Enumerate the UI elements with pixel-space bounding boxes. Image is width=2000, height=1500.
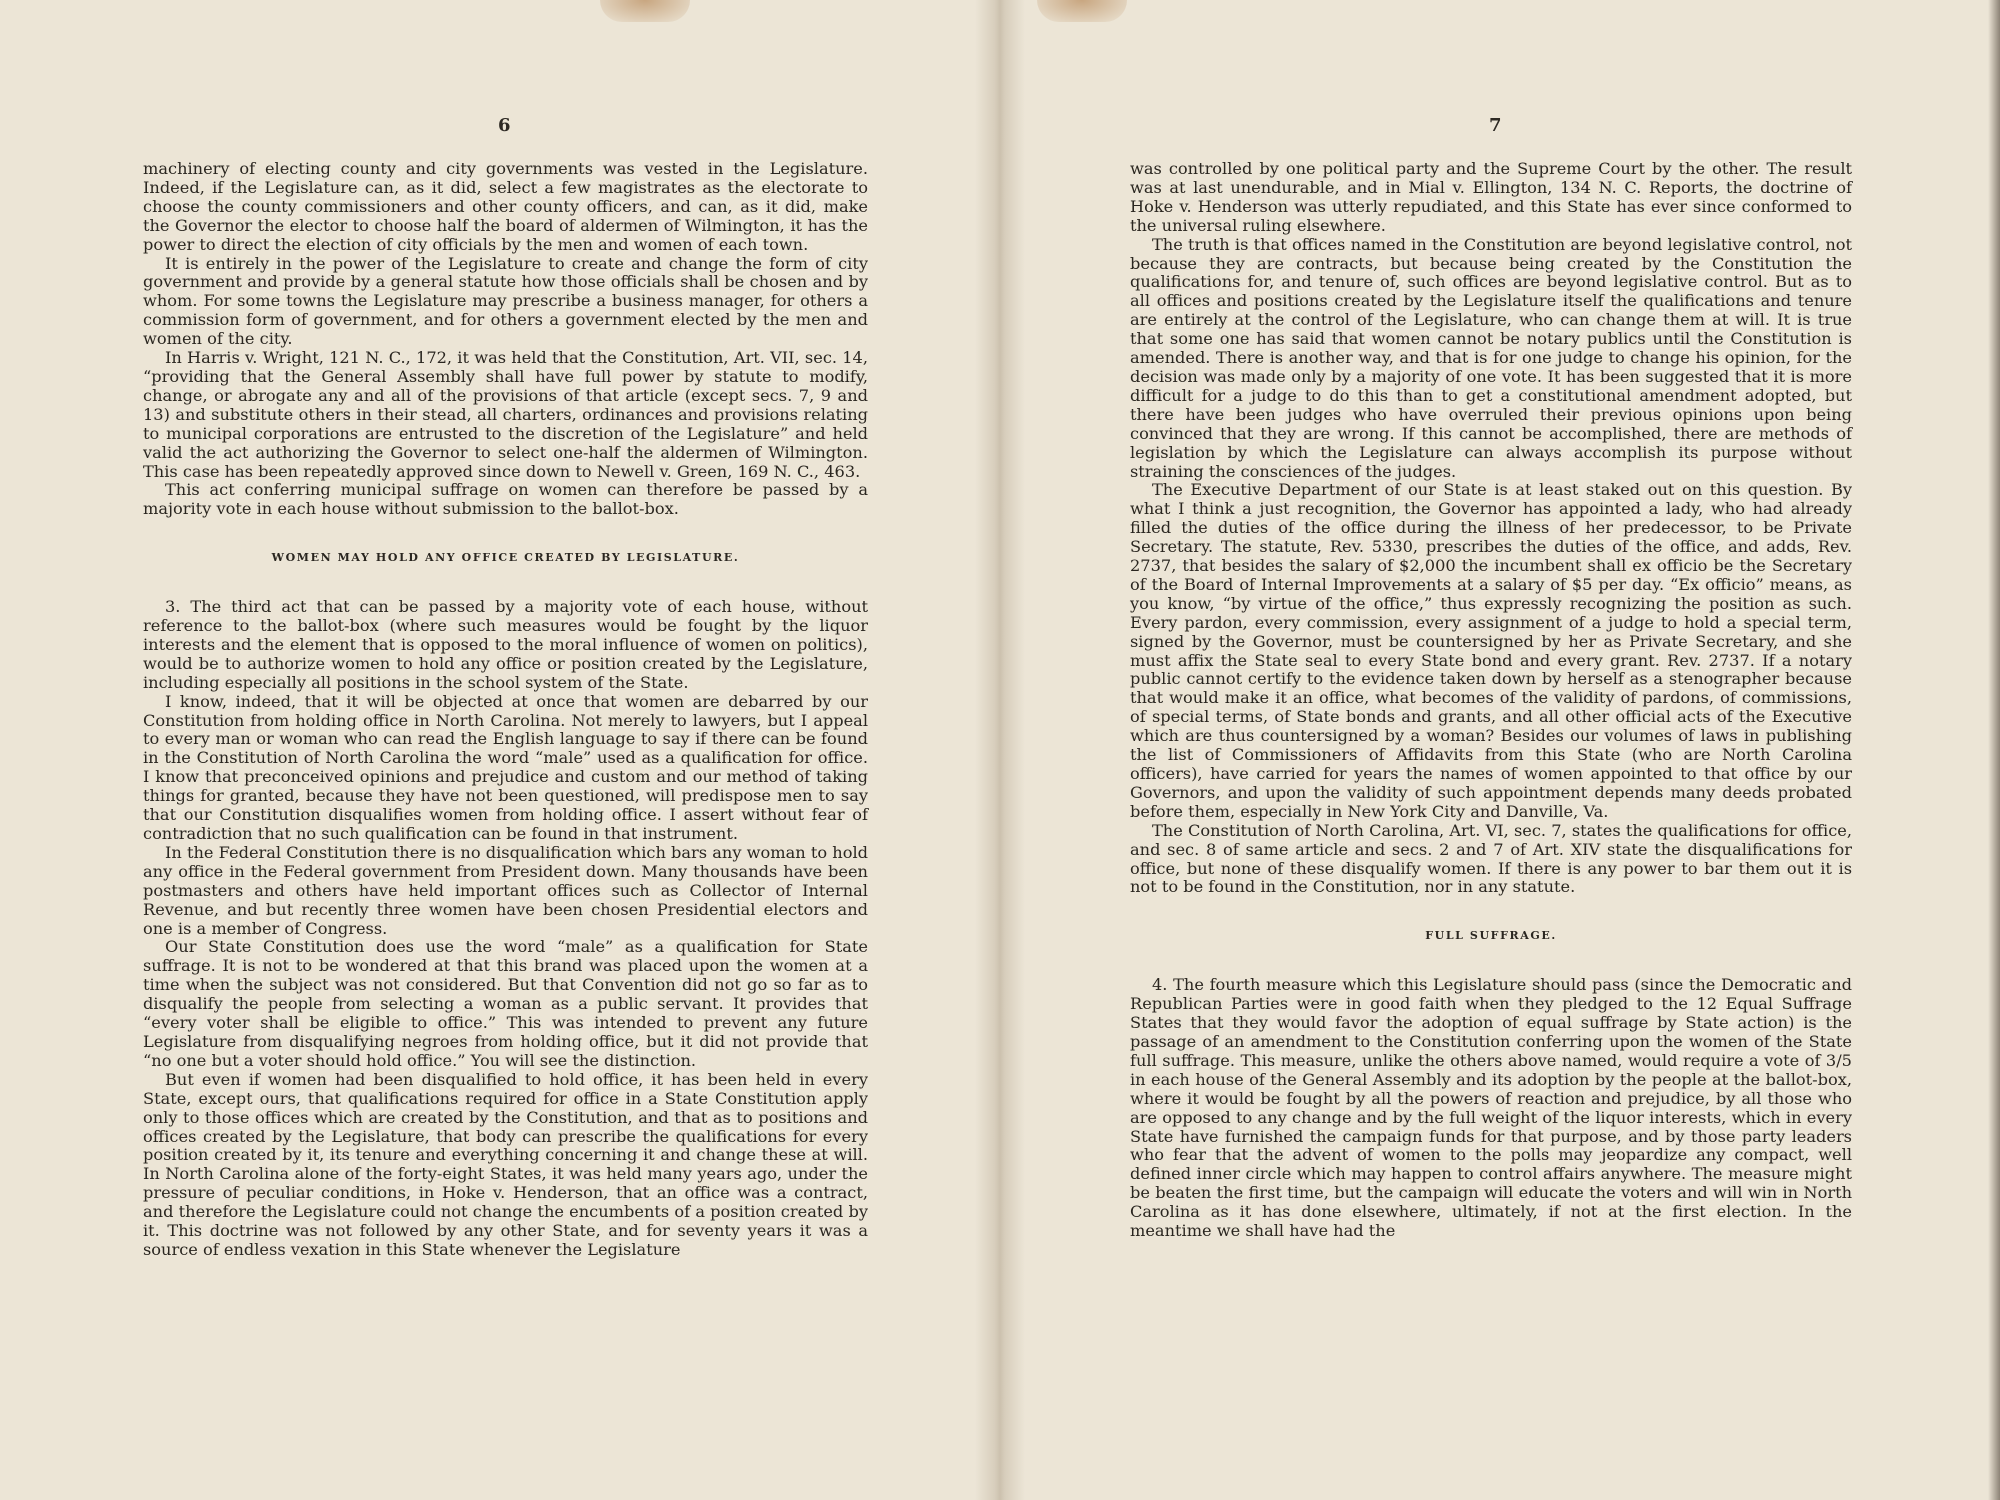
left-page <box>0 0 997 1500</box>
left-text-column <box>143 160 868 1260</box>
paragraph: 3. The third act that can be passed by a majority vote of each house, without reference to the ballot-box (where such measures would be fought by the liquor interests and the element that is opposed to the moral influence of women on politics), would be to authorize women to hold any office or position created by the Legislature, including especially all positions in the school system of the State. <box>143 597 868 692</box>
section-heading: WOMEN MAY HOLD ANY OFFICE CREATED BY LEGISLATURE. <box>271 551 740 565</box>
page-number: 7 <box>1489 115 1502 136</box>
staple-mark <box>1037 0 1127 22</box>
paragraph: In Harris v. Wright, 121 N. C., 172, it was held that the Constitution, Art. VII, sec. 14, “providing that the General Assembly shall have full power by statute to modify, change, or abrogate any and all of the provisions of that article (except secs. 7, 9 and 13) and substitute others in their stead, all charters, ordinances and provisions relating to municipal corporations are entrusted to the discretion of the Legislature” and held valid the act authorizing the Governor to select one-half the aldermen of Wilmington. This case has been repeatedly approved since down to Newell v. Green, 169 N. C., 463. <box>143 348 868 481</box>
staple-mark <box>600 0 690 22</box>
paragraph: In the Federal Constitution there is no disqualification which bars any woman to hold any office in the Federal government from President down. Many thousands have been postmasters and others have held important offices such as Collector of Internal Revenue, and but recently three women have been chosen Presidential electors and one is a member of Congress. <box>143 842 868 938</box>
paragraph: 4. The fourth measure which this Legislature should pass (since the Democratic and Republican Parties were in good faith when they pledged to the 12 Equal Suffrage States that they would favor the adoption of equal suffrage by State action) is the passage of an amendment to the Constitution conferring upon the women of the State full suffrage. This measure, unlike the others above named, would require a vote of 3/5 in each house of the General Assembly and its adoption by the people at the ballot-box, where it would be fought by all the powers of reaction and prejudice, by all those who are opposed to any change and by the full weight of the liquor interests, which in every State have furnished the campaign funds for that purpose, and by those party leaders who fear that the advent of women to the polls may jeopardize any compact, well defined inner circle which may happen to control affairs anywhere. The measure might be beaten the first time, but the campaign will educate the voters and will win in North Carolina as it has done elsewhere, ultimately, if not at the first election. In the meantime we shall have had the <box>1130 975 1852 1241</box>
paragraph: was controlled by one political party and the Supreme Court by the other. The result was at last unendurable, and in Mial v. Ellington, 134 N. C. Reports, the doctrine of Hoke v. Henderson was utterly repudiated, and this State has ever since conformed to the universal ruling elsewhere. <box>1130 159 1852 235</box>
paragraph: The Executive Department of our State is at least staked out on this question. By what I think a just recognition, the Governor has appointed a lady, who had already filled the duties of the office during the illness of her predecessor, to be Private Secretary. The statute, Rev. 5330, prescribes the duties of the office, and adds, Rev. 2737, that besides the salary of $2,000 the incumbent shall ex officio be the Secretary of the Board of Internal Improvements at a salary of $5 per day. “Ex officio” means, as you know, “by virtue of the office,” thus expressly recognizing the position as such. Every pardon, every commission, every assignment of a judge to hold a special term, signed by the Governor, must be countersigned by her as Private Secretary, and she must affix the State seal to every State bond and every grant. Rev. 2737. If a notary public cannot certify to the evidence taken down by herself as a stenographer because that would make it an office, what becomes of the validity of pardons, of commissions, of special terms, of State bonds and grants, and all other official acts of the Executive which are thus countersigned by a woman? Besides our volumes of laws in publishing the list of Commissioners of Affidavits from this State (who are North Carolina officers), have carried for years the names of women appointed to that office by our Governors, and upon the validity of such appointment depends many deeds probated before them, especially in New York City and Danville, Va. <box>1130 480 1852 821</box>
paragraph: The Constitution of North Carolina, Art. VI, sec. 7, states the qualifications for office, and sec. 8 of same article and secs. 2 and 7 of Art. XIV state the disqualifications for office, but none of these disqualify women. If there is any power to bar them out it is not to be found in the Constitution, nor in any statute. <box>1130 820 1852 897</box>
right-text-column <box>1130 160 1852 1241</box>
paragraph: The truth is that offices named in the Constitution are beyond legislative control, not because they are contracts, but because being created by the Constitution the qualifications for, and tenure of, such offices are beyond legislative control. But as to all offices and positions created by the Legislature itself the qualifications and tenure are entirely at the control of the Legislature, who can change them at will. It is true that some one has said that women cannot be notary publics until the Constitution is amended. There is another way, and that is for one judge to change his opinion, for the decision was made only by a majority of one vote. It has been suggested that it is more difficult for a judge to do this than to get a constitutional amendment adopted, but there have been judges who have overruled their previous opinions upon being convinced that they are wrong. If this cannot be accomplished, there are methods of legislation by which the Legislature can always accomplish its purpose without straining the consciences of the judges. <box>1130 234 1852 481</box>
right-page <box>997 0 2000 1500</box>
paragraph: But even if women had been disqualified to hold office, it has been held in every State, except ours, that qualifications required for office in a State Constitution apply only to those offices which are created by the Constitution, and that as to positions and offices created by the Legislature, that body can prescribe the qualifications for every position created by it, its tenure and everything concerning it and change these at will. In North Carolina alone of the forty-eight States, it was held many years ago, under the pressure of peculiar conditions, in Hoke v. Henderson, that an office was a contract, and therefore the Legislature could not change the encumbents of a position created by it. This doctrine was not followed by any other State, and for seventy years it was a source of endless vexation in this State whenever the Legislature <box>143 1069 868 1259</box>
paragraph: It is entirely in the power of the Legislature to create and change the form of city government and provide by a general statute how those officials shall be chosen and by whom. For some towns the Legislature may prescribe a business manager, for others a commission form of government, and for others a government elected by the men and women of the city. <box>143 253 868 349</box>
book-gutter <box>975 0 1025 1500</box>
paragraph: machinery of electing county and city governments was vested in the Legislature. Indeed, if the Legislature can, as it did, select a few magistrates as the electorate to choose the county commissioners and other county officers, and can, as it did, make the Governor the elector to choose half the board of aldermen of Wilmington, it has the power to direct the election of city officials by the men and women of each town. <box>143 159 868 254</box>
paragraph: I know, indeed, that it will be objected at once that women are debarred by our Constitution from holding office in North Carolina. Not merely to lawyers, but I appeal to every man or woman who can read the English language to say if there can be found in the Constitution of North Carolina the word “male” used as a qualification for office. I know that preconceived opinions and prejudice and custom and our method of taking things for granted, because they have not been questioned, will predispose men to say that our Constitution disqualifies women from holding office. I assert without fear of contradiction that no such qualification can be found in that instrument. <box>143 691 868 843</box>
page-edge-shadow <box>1988 0 2000 1500</box>
paragraph: This act conferring municipal suffrage on women can therefore be passed by a majority vote in each house without submission to the ballot-box. <box>143 480 868 519</box>
page-number: 6 <box>498 115 511 136</box>
paragraph: Our State Constitution does use the word “male” as a qualification for State suffrage. It is not to be wondered at that this brand was placed upon the women at a time when the subject was not considered. But that Convention did not go so far as to disqualify the people from selecting a woman as a public servant. It provides that “every voter shall be eligible to office.” This was intended to prevent any future Legislature from disqualifying negroes from holding office, but it did not provide that “no one but a voter should hold office.” You will see the distinction. <box>143 937 868 1070</box>
section-heading: FULL SUFFRAGE. <box>1425 929 1557 943</box>
